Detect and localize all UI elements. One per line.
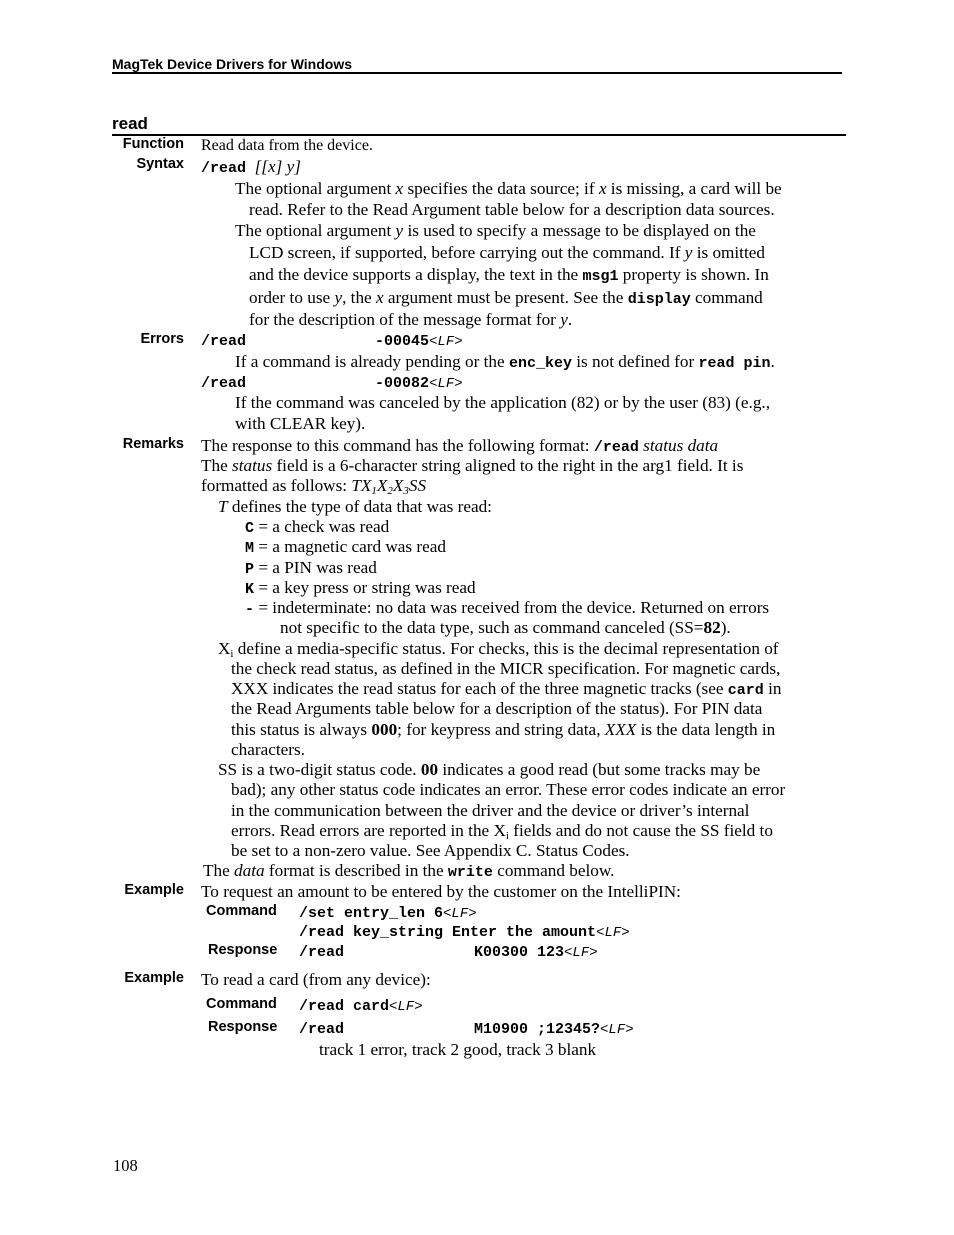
example-1-response-value: K00300 123<LF>: [474, 944, 598, 961]
header-rule: [112, 72, 842, 74]
example-2-command-label: Command: [206, 996, 277, 1012]
error-1-line: /read: [201, 333, 247, 350]
syntax-p1-l1: The optional argument x specifies the data source; if x is missing, a card will be: [235, 179, 782, 198]
example-1-cmd-1: /set entry_len 6<LF>: [299, 905, 477, 922]
example-2-intro: To read a card (from any device):: [201, 970, 431, 989]
page-number: 108: [113, 1156, 138, 1175]
label-example-2: Example: [124, 970, 184, 986]
type-item-magnetic: M = a magnetic card was read: [245, 537, 446, 557]
type-item-pin: P = a PIN was read: [245, 558, 377, 578]
label-example-1: Example: [124, 882, 184, 898]
example-2-response-cmd: /read: [299, 1021, 345, 1038]
syntax-p2-l2: LCD screen, if supported, before carrying out the command. If y is omitted: [249, 243, 765, 262]
type-item-key: K = a key press or string was read: [245, 578, 476, 598]
label-errors: Errors: [140, 331, 184, 347]
syntax-p2-l1: The optional argument y is used to specify a message to be displayed on the: [235, 221, 756, 240]
example-2-cmd: /read card<LF>: [299, 998, 423, 1015]
syntax-args: [[x] y]: [254, 157, 301, 176]
remarks-data-line: The data format is described in the write command below.: [203, 861, 615, 881]
section-rule: [112, 134, 846, 136]
error-1-code: -00045<LF>: [375, 333, 463, 350]
ss-line-5: be set to a non-zero value. See Appendix C. Status Codes.: [231, 841, 630, 860]
syntax-p2-l3: and the device supports a display, the text in the msg1 property is shown. In: [249, 265, 769, 285]
xi-line-2: the check read status, as defined in the MICR specification. For magnetic cards,: [231, 659, 781, 678]
example-1-intro: To request an amount to be entered by the customer on the IntelliPIN:: [201, 882, 681, 901]
syntax-line: [201, 158, 301, 178]
error-2-desc-l2: with CLEAR key).: [235, 414, 366, 433]
ss-line-2: bad); any other status code indicates an error. These error codes indicate an error: [231, 780, 786, 799]
error-2-line: /read: [201, 375, 247, 392]
syntax-p2-l4: order to use y, the x argument must be present. See the display command: [249, 288, 763, 308]
ss-line-1: SS is a two-digit status code. 00 indicates a good read (but some tracks may be: [218, 760, 761, 779]
label-syntax: Syntax: [136, 156, 184, 172]
type-item-indeterminate: - = indeterminate: no data was received from the device. Returned on errors: [245, 598, 770, 618]
example-1-response-label: Response: [208, 942, 278, 958]
label-function: Function: [122, 136, 184, 152]
xi-line-3: XXX indicates the read status for each of the three magnetic tracks (see card in: [231, 679, 782, 699]
example-1-response-cmd: /read: [299, 944, 345, 961]
section-title: read: [112, 114, 148, 133]
error-2-desc-l1: If the command was canceled by the application (82) or by the user (83) (e.g.,: [235, 393, 771, 412]
syntax-p1-l2: read. Refer to the Read Argument table below for a description data sources.: [249, 200, 775, 219]
example-1-cmd-2: /read key_string Enter the amount<LF>: [299, 924, 630, 941]
label-remarks: Remarks: [122, 436, 184, 452]
remarks-line-1: The response to this command has the following format: /read status data: [201, 436, 719, 456]
xi-line-6: characters.: [231, 740, 305, 759]
error-2-code: -00082<LF>: [375, 375, 463, 392]
type-item-check: C = a check was read: [245, 517, 390, 537]
xi-line-4: the Read Arguments table below for a description of the status). For PIN data: [231, 699, 763, 718]
remarks-line-2: The status field is a 6-character string aligned to the right in the arg1 field. It is: [201, 456, 744, 475]
example-1-command-label: Command: [206, 903, 277, 919]
syntax-p2-l5: for the description of the message format for y.: [249, 310, 573, 329]
remarks-t-intro: T defines the type of data that was read:: [218, 497, 492, 516]
ss-line-4: errors. Read errors are reported in the $X_i$ fields and do not cause the SS field to: [231, 821, 773, 842]
xi-line-5: this status is always 000; for keypress and string data, XXX is the data length in: [231, 720, 776, 739]
error-1-desc: If a command is already pending or the enc_key is not defined for read pin.: [235, 352, 775, 372]
example-2-response-value: M10900 ;12345?<LF>: [474, 1021, 634, 1038]
ss-line-3: in the communication between the driver and the device or driver’s internal: [231, 801, 750, 820]
running-header: MagTek Device Drivers for Windows: [112, 56, 353, 72]
xi-line-1: $X_i$ define a media-specific status. For checks, this is the decimal representation of: [218, 639, 779, 660]
function-text: Read data from the device.: [201, 137, 373, 154]
example-2-note: track 1 error, track 2 good, track 3 blank: [319, 1040, 597, 1059]
syntax-command: /read: [201, 160, 247, 177]
remarks-line-3: formatted as follows: $TX_1X_2X_3SS$: [201, 476, 427, 497]
example-2-response-label: Response: [208, 1019, 278, 1035]
type-item-indeterminate-cont: not specific to the data type, such as command canceled (SS=82).: [280, 618, 731, 637]
